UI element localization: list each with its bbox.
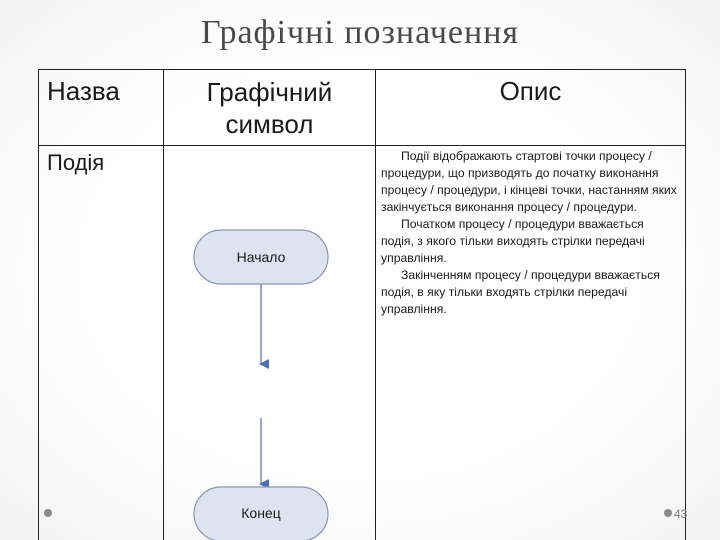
event-symbol-diagram xyxy=(164,146,375,540)
slide-dot-right xyxy=(664,509,672,517)
header-symbol xyxy=(164,76,375,151)
header-description: Опис xyxy=(499,76,562,106)
start-event-label: Начало xyxy=(236,249,286,265)
page-number: 43 xyxy=(674,507,688,521)
event-description xyxy=(381,148,679,318)
header-symbol-line1: Графічний xyxy=(206,77,333,107)
end-event-label: Конец xyxy=(241,505,281,521)
slide-dot-left xyxy=(44,509,52,517)
header-name: Назва xyxy=(47,76,120,106)
description-paragraph-3: Закінченням процесу / процедури вважається подія, в яку тільки входять стрілки передачі управління. xyxy=(381,268,660,316)
row-name-event: Подія xyxy=(47,150,105,175)
slide-title: Графічні позначення xyxy=(200,14,520,51)
description-paragraph-1: Події відображають стартові точки процесу / процедури, що призводять до початку виконання процесу / процедури, і кінцеві точки, настанням яких закінчується виконання процесу / процедури. xyxy=(381,149,677,214)
description-paragraph-2: Початком процесу / процедури вважається подія, з якого тільки виходять стрілки передачі управління. xyxy=(381,217,645,265)
header-symbol-line2: символ xyxy=(225,109,314,139)
